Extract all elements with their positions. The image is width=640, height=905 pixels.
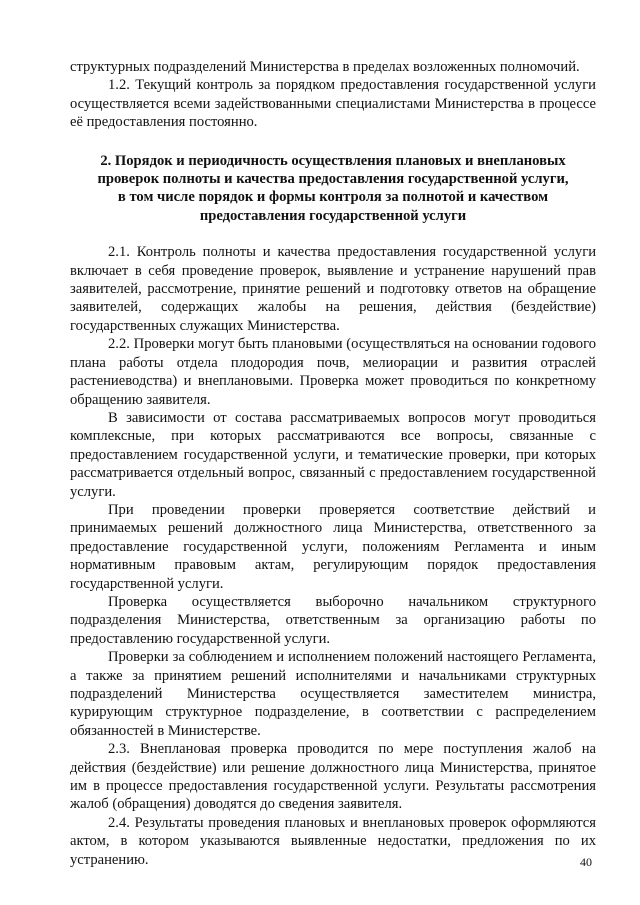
paragraph-inspection-deputy: Проверки за соблюдением и исполнением положений настоящего Регламента, а также за принятием решений исполнителями и начальниками структурных подразделений Министерства осуществляется заместителем министра, курирующим структурное подразделение, в соответствии с распределением обязанностей в Министерстве. [70,649,596,739]
section-heading-line: в том числе порядок и формы контроля за полнотой и качеством [117,189,549,206]
paragraph-inspection-types: В зависимости от состава рассматриваемых вопросов могут проводиться комплексные, при которых рассматриваются все вопросы, связанные с предоставлением государственной услуги, и тематические проверки, при которых рассматривается отдельный вопрос, связанный с предоставлением государственной услуги. [70,409,596,500]
document-page [70,58,596,869]
paragraph-1-2: 1.2. Текущий контроль за порядком предоставления государственной услуги осуществляется всеми задействованными специалистами Министерства в процессе её предоставления постоянно. [70,77,596,131]
page-number: 40 [580,855,592,869]
section-heading-line: 2. Порядок и периодичность осуществления плановых и внеплановых [100,152,566,169]
section-heading-line: проверок полноты и качества предоставления государственной услуги, [97,171,569,188]
paragraph-2-2: 2.2. Проверки могут быть плановыми (осуществляться на основании годового плана работы отдела плодородия почв, мелиорации и развития отраслей растениеводства) и внеплановыми. Проверка может проводиться по конкретному обращению заявителя. [70,336,596,408]
paragraph-2-4: 2.4. Результаты проведения плановых и внеплановых проверок оформляются актом, в котором указываются выявленные недостатки, предложения по их устранению. [70,814,596,868]
paragraph-inspection-scope: При проведении проверки проверяется соответствие действий и принимаемых решений должностного лица Министерства, ответственного за предоставление государственной услуги, положениям Регламента и иным нормативным правовым актам, регулирующим порядок предоставления государственной услуги. [70,501,596,592]
paragraph-2-1: 2.1. Контроль полноты и качества предоставления государственной услуги включает в себя проведение проверок, выявление и устранение нарушений прав заявителей, рассмотрение, принятие решений и подготовку ответов на обращение заявителей, содержащих жалобы на решения, действия (бездействие) государственных служащих Министерства. [70,244,596,334]
section-heading-line: предоставления государственной услуги [199,207,467,224]
paragraph-continuation: структурных подразделений Министерства в пределах возложенных полномочий. [70,59,580,75]
paragraph-2-3: 2.3. Внеплановая проверка проводится по мере поступления жалоб на действия (бездействие) или решение должностного лица Министерства, принятое им в процессе предоставления государственной услуги. Результаты рассмотрения жалоб (обращения) доводятся до сведения заявителя. [70,741,596,813]
section-heading [70,152,596,226]
paragraph-inspection-selective: Проверка осуществляется выборочно начальником структурного подразделения Министерства, ответственным за организацию работы по предоставлению государственной услуги. [70,593,596,647]
